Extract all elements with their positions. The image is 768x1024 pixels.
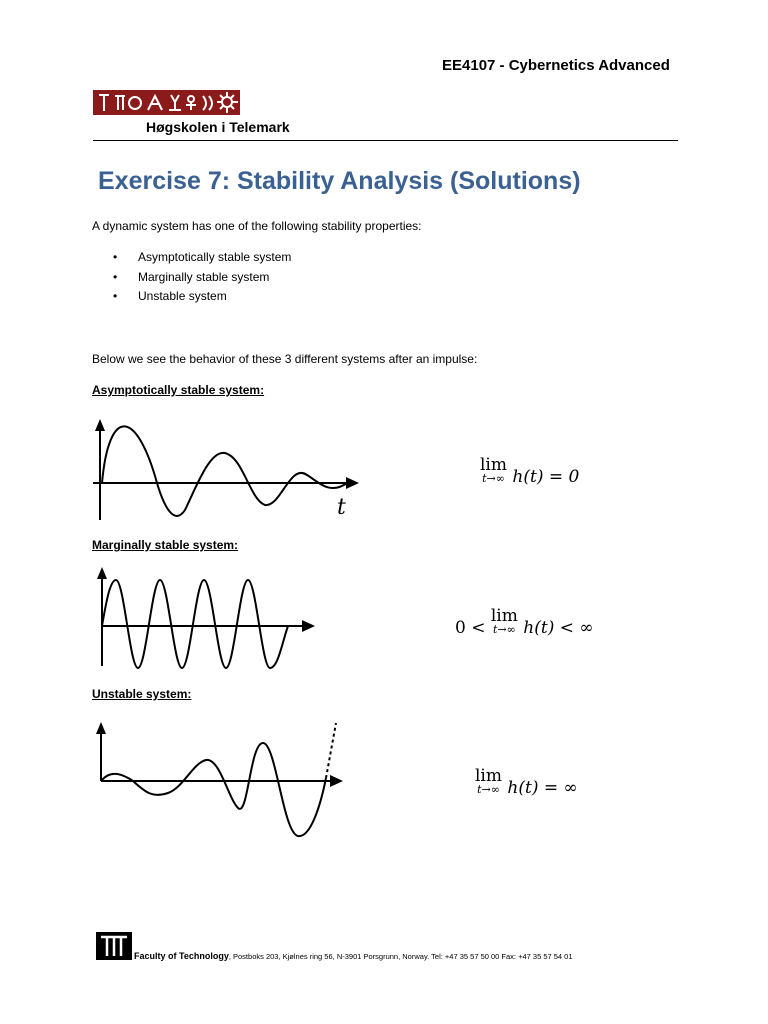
formula-body: h(t) = 0 bbox=[512, 467, 580, 487]
header-divider bbox=[93, 140, 678, 141]
formula-marginal bbox=[455, 606, 594, 638]
course-title: EE4107 - Cybernetics Advanced bbox=[442, 57, 670, 74]
lim-operator: lim bbox=[480, 455, 507, 475]
list-item: • Marginally stable system bbox=[92, 270, 291, 290]
list-item: • Unstable system bbox=[92, 289, 291, 309]
school-name: Høgskolen i Telemark bbox=[146, 119, 290, 135]
decaying-response-curve bbox=[102, 426, 347, 516]
faculty-name: Faculty of Technology bbox=[134, 951, 229, 961]
formula-unstable bbox=[475, 766, 578, 798]
lim-subscript: t→∞ bbox=[477, 783, 500, 796]
below-text: Below we see the behavior of these 3 different systems after an impulse: bbox=[92, 352, 478, 366]
formula-asymptotic bbox=[480, 455, 579, 487]
footer-address: , Postboks 203, Kjølnes ring 56, N-3901 Porsgrunn, Norway. Tel: +47 35 57 50 00 Fax: +47 35 57 54 01 bbox=[228, 952, 573, 961]
formula-body: h(t) < ∞ bbox=[523, 618, 594, 638]
oscillating-response-curve bbox=[102, 580, 288, 668]
stability-properties-list bbox=[92, 250, 291, 309]
section-heading-asymptotic: Asymptotically stable system: bbox=[92, 383, 265, 397]
growing-response-curve bbox=[101, 743, 326, 836]
x-axis-arrow bbox=[330, 775, 343, 787]
intro-text: A dynamic system has one of the following stability properties: bbox=[92, 219, 422, 233]
y-axis-arrow bbox=[95, 419, 105, 431]
lim-subscript: t→∞ bbox=[482, 472, 505, 485]
divergence-dashed-line bbox=[326, 723, 336, 778]
page-title: Exercise 7: Stability Analysis (Solutions) bbox=[98, 167, 581, 195]
school-logo bbox=[93, 90, 240, 115]
formula-body: h(t) = ∞ bbox=[507, 778, 578, 798]
x-axis-arrow bbox=[346, 477, 359, 489]
list-item: • Asymptotically stable system bbox=[92, 250, 291, 270]
faculty-logo bbox=[96, 932, 132, 960]
x-axis-arrow bbox=[302, 620, 315, 632]
lim-operator: lim bbox=[475, 766, 502, 786]
section-heading-marginal: Marginally stable system: bbox=[92, 538, 239, 552]
y-axis-arrow bbox=[97, 567, 107, 579]
y-axis-arrow bbox=[96, 722, 106, 734]
unstable-impulse-plot bbox=[88, 718, 353, 848]
asymptotic-impulse-plot bbox=[85, 415, 370, 520]
section-heading-unstable: Unstable system: bbox=[92, 687, 192, 701]
t-axis-label: t bbox=[337, 495, 346, 520]
marginal-impulse-plot bbox=[90, 563, 325, 673]
lim-operator: lim bbox=[490, 606, 518, 626]
formula-prefix: 0 < bbox=[455, 618, 491, 638]
footer-contact bbox=[134, 951, 573, 961]
lim-subscript: t→∞ bbox=[492, 623, 516, 636]
